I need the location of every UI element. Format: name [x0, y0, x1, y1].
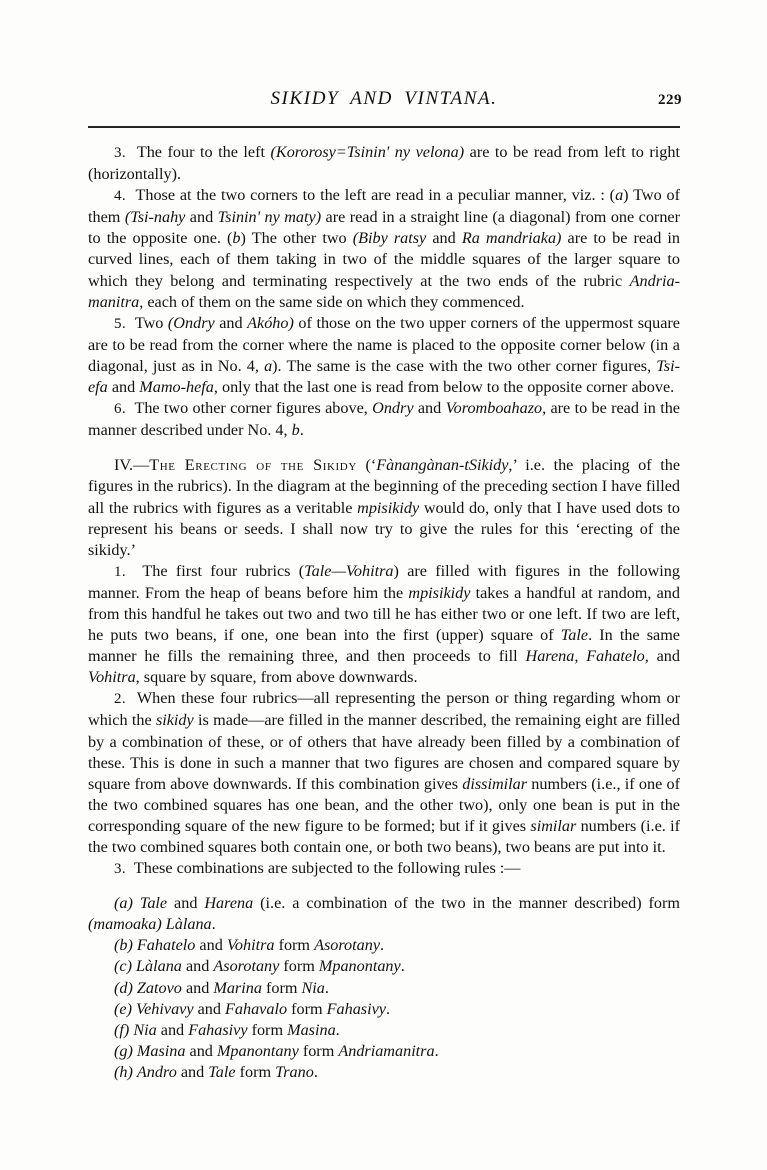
s4p1-text-2: ) are filled with figures in the following manner. From the heap of beans before him the [88, 561, 680, 602]
rule-a-term-1: Tale [139, 894, 168, 913]
rule-item-e [88, 999, 680, 1020]
paragraph-6-text-1: The two other corner figures above, [134, 399, 373, 418]
rule-b-tail: . [380, 936, 385, 955]
rule-d-term-2: Marina [213, 978, 262, 997]
paragraph-5-italic-5: Mamo-hefa [139, 378, 214, 397]
s4p1-text-3: takes a handful at random, and from this handful he takes out two and two till he has either two or one left. If two are left, he puts two beans, if one, one bean into the first (upper) square of [88, 583, 680, 645]
rule-b-term-1: Fahatelo [136, 936, 196, 955]
rule-d-term-1: Zatovo [136, 978, 182, 997]
rule-g-mid-2: form [298, 1041, 339, 1060]
rule-f-result: Masina [287, 1020, 336, 1039]
rule-h-tail: . [313, 1062, 318, 1081]
s4p1-italic-2: mpisikidy [408, 583, 471, 602]
paragraph-5-text-1: Two [134, 313, 168, 332]
section-4-text-2: ,’ i.e. the placing of the figures in the rubrics). In the diagram at the beginning of the preceding section I have filled all the rubrics with figures as a veritable [88, 456, 680, 517]
paragraph-4-italic-5: (Biby ratsy [352, 229, 427, 248]
paragraph-6-text-3: , are to be read in the manner described under No. 4, [88, 399, 680, 440]
paragraph-6-italic-2: Voromboahazo [445, 399, 543, 418]
s4p1-text-5: and [648, 647, 680, 666]
s4p2-text-1: When these four rubrics—all representing the person or thing regarding whom or which the [88, 689, 680, 730]
paragraph-5-text-6: , only that the last one is read from below to the opposite corner above. [213, 378, 675, 397]
rule-d-mid-1: and [181, 978, 214, 997]
s4p1-text-1: The first four rubrics ( [142, 561, 305, 580]
rule-g-label: (g) [114, 1041, 133, 1060]
rule-f-term-1: Nia [133, 1020, 157, 1039]
rule-c-term-2: Asorotany [213, 957, 280, 976]
rule-item-a [88, 893, 680, 935]
rule-d-result: Nia [301, 978, 325, 997]
section-4-italic-2: mpisikidy [357, 498, 420, 517]
body-text-block [88, 142, 680, 1083]
rule-a-tail: . [211, 915, 216, 934]
rule-e-mid-2: form [287, 999, 327, 1018]
s4p1-text-4: . In the same manner he fills the remaining three, and then proceeds to fill [88, 626, 680, 666]
paragraph-5-number: 5. [114, 315, 127, 332]
paragraph-5 [88, 313, 680, 398]
paragraph-5-text-4: ). The same is the case with the two other corner figures, [272, 356, 657, 375]
rule-c-tail: . [400, 957, 405, 976]
rule-h-result: Trano [275, 1062, 314, 1081]
section-4-paragraph-3 [88, 858, 680, 880]
combination-rules-list [88, 893, 680, 1083]
rule-d-mid-2: form [261, 978, 302, 997]
section-4-italic-1: Fànangànan-tSikidy [376, 456, 509, 475]
rule-g-mid-1: and [185, 1041, 217, 1060]
rule-d-label: (d) [114, 978, 133, 997]
rule-item-f [88, 1020, 680, 1041]
rule-h-mid-1: and [176, 1062, 209, 1081]
rule-h-term-2: Tale [208, 1062, 236, 1081]
paragraph-4-italic-3: Tsinin' ny maty) [217, 208, 322, 227]
rule-b-label: (b) [114, 936, 133, 955]
rule-h-mid-2: form [235, 1062, 276, 1081]
paragraph-4-text-5: ) The other two [240, 229, 353, 248]
paragraph-4-text-6: and [426, 229, 462, 248]
paragraph-4-italic-7: Andria-manitra [88, 271, 680, 311]
rule-b-mid-1: and [195, 936, 227, 955]
paragraph-3-text-2: are to be read from left to right (horizontally). [88, 143, 680, 184]
paragraph-3-number: 3. [114, 145, 127, 161]
s4p1-italic-4: Harena, Fahatelo, [525, 647, 649, 666]
rule-c-mid-2: form [279, 957, 319, 976]
rule-a-term-2: Harena [204, 894, 254, 913]
paragraph-5-italic-2: Akóho) [247, 313, 294, 332]
paragraph-4-text-8: , each of them on the same side on which they commenced. [139, 292, 525, 311]
s4p2-text-2: is made—are filled in the manner described, the remaining eight are filled by a combination of these, or of others that have already been filled by a combination of these. This is done in such a manner that two figures are chosen and compared square by square from above downwards. If this combination gives [88, 711, 680, 793]
rule-e-result: Fahasivy [326, 999, 386, 1018]
paragraph-4-italic-1: a [615, 186, 624, 205]
paragraph-4-italic-6: Ra mandriaka) [461, 229, 562, 248]
s4p2-text-4: numbers (i.e. if the two combined squares both contain one, or both two beans), two beans are put into it. [88, 816, 680, 856]
rule-item-h [88, 1062, 680, 1083]
rule-c-term-1: Làlana [136, 957, 182, 976]
rule-item-b [88, 935, 680, 956]
paragraph-6-italic-3: b [291, 421, 300, 440]
rule-c-result: Mpanontany [318, 957, 401, 976]
rule-f-mid-2: form [247, 1020, 288, 1039]
paragraph-4-text-1: Those at the two corners to the left are read in a peculiar manner, viz. : ( [135, 186, 616, 205]
paragraph-6-number: 6. [114, 401, 127, 418]
rule-item-c [88, 956, 680, 977]
rule-c-label: (c) [114, 957, 132, 976]
rule-f-mid-1: and [156, 1020, 189, 1039]
rule-a-label: (a) [114, 894, 133, 913]
rule-f-tail: . [335, 1020, 340, 1039]
running-head [88, 88, 680, 114]
rule-f-term-2: Fahasivy [188, 1020, 248, 1039]
rule-g-term-2: Mpanontany [216, 1041, 299, 1060]
rule-g-tail: . [434, 1041, 439, 1060]
rule-a-mid-2: (i.e. a combination of the two in the manner described) form [253, 894, 681, 913]
paragraph-4-text-7: are to be read in curved lines, each of them taking in two of the middle squares of the larger square to which they belong and terminating respectively at the two ends of the rubric [88, 229, 681, 290]
rule-e-tail: . [385, 999, 391, 1018]
paragraph-5-text-2: and [214, 313, 248, 332]
paragraph-3-text-1: The four to the left [136, 143, 271, 161]
s4p2-italic-2: dissimilar [462, 774, 528, 793]
s4p2-italic-3: similar [530, 816, 577, 835]
section-4-paragraph-1 [88, 561, 680, 689]
paragraph-4-italic-2: (Tsi-nahy [124, 208, 186, 227]
paragraph-6-italic-1: Ondry [372, 399, 414, 418]
paragraph-5-text-5: and [107, 378, 140, 397]
rule-a-result: (mamoaka) Làlana [88, 915, 212, 934]
section-4-title: The Erecting of the Sikidy [149, 456, 357, 475]
rule-e-term-1: Vehivavy [136, 999, 194, 1018]
paragraph-4 [88, 185, 680, 313]
paragraph-5-text-3: of those on the two upper corners of the uppermost square are to be read from the corner where the name is placed to the opposite corner below (in a diagonal, just as in No. 4, [88, 313, 680, 375]
s4p1-italic-3: Tale [560, 626, 589, 645]
section-4-heading-paragraph [88, 455, 680, 560]
s4p1-italic-1: Tale—Vohitra [304, 561, 394, 580]
section-4-text-1: (‘ [356, 456, 377, 475]
rule-b-result: Asorotany [314, 936, 381, 955]
rule-b-term-2: Vohitra [226, 936, 275, 955]
running-head-title: SIKIDY AND VINTANA. [270, 88, 498, 109]
rule-d-tail: . [324, 978, 329, 997]
rule-g-term-1: Masina [136, 1041, 186, 1060]
section-4-paragraph-1-number: 1. [114, 563, 127, 580]
rule-e-mid-1: and [193, 999, 226, 1018]
paragraph-3 [88, 142, 680, 185]
s4p2-italic-1: sikidy [155, 711, 194, 730]
paragraph-4-text-2: ) Two of them [88, 186, 680, 227]
section-4-paragraph-2 [88, 688, 680, 858]
section-4-paragraph-2-number: 2. [114, 691, 127, 708]
s4p3-text-1: These combinations are subjected to the following rules :— [133, 859, 521, 878]
rule-item-g [88, 1041, 680, 1062]
s4p1-italic-5: Vohitra [88, 668, 136, 687]
paragraph-4-italic-4: b [232, 229, 241, 248]
paragraph-6-text-4: . [299, 421, 304, 440]
section-spacer [88, 441, 680, 455]
paragraph-5-italic-3: a [264, 356, 273, 375]
rule-h-term-1: Andro [136, 1062, 177, 1081]
s4p2-text-3: numbers (i.e., if one of the two combined squares has one bean, and the other two), only one bean is put in the corresponding square of the new figure to be formed; but if it gives [88, 774, 680, 835]
rule-e-label: (e) [114, 999, 132, 1018]
rule-a-mid-1: and [167, 894, 205, 913]
section-4-text-3: would do, only that I have used dots to represent his beans or seeds. I shall now try to give the rules for this ‘erecting of the sikidy.’ [88, 498, 680, 559]
paragraph-4-text-3: and [185, 208, 218, 227]
rule-f-label: (f) [114, 1020, 130, 1039]
paragraph-4-number: 4. [114, 188, 127, 205]
rule-item-d [88, 978, 680, 999]
rule-g-result: Andriamanitra [338, 1041, 435, 1060]
paragraph-6-text-2: and [413, 399, 446, 418]
paragraph-6 [88, 398, 680, 441]
paragraph-4-text-4: are read in a straight line (a diagonal) from one corner to the opposite one. ( [88, 208, 680, 248]
paragraph-5-italic-1: (Ondry [167, 313, 215, 332]
header-divider-rule [88, 126, 680, 128]
page-number: 229 [658, 92, 682, 108]
rule-h-label: (h) [114, 1062, 133, 1081]
rule-e-term-2: Fahavalo [225, 999, 288, 1018]
section-4-paragraph-3-number: 3. [114, 861, 127, 878]
rule-c-mid-1: and [181, 957, 214, 976]
section-4-numeral: IV.— [114, 456, 150, 475]
rule-b-mid-2: form [274, 936, 315, 955]
paragraph-3-italic-1: (Kororosy=Tsinin' ny velona) [270, 143, 465, 161]
s4p1-text-6: , square by square, from above downwards. [135, 668, 418, 687]
paragraph-5-italic-4: Tsi-efa [88, 356, 680, 397]
